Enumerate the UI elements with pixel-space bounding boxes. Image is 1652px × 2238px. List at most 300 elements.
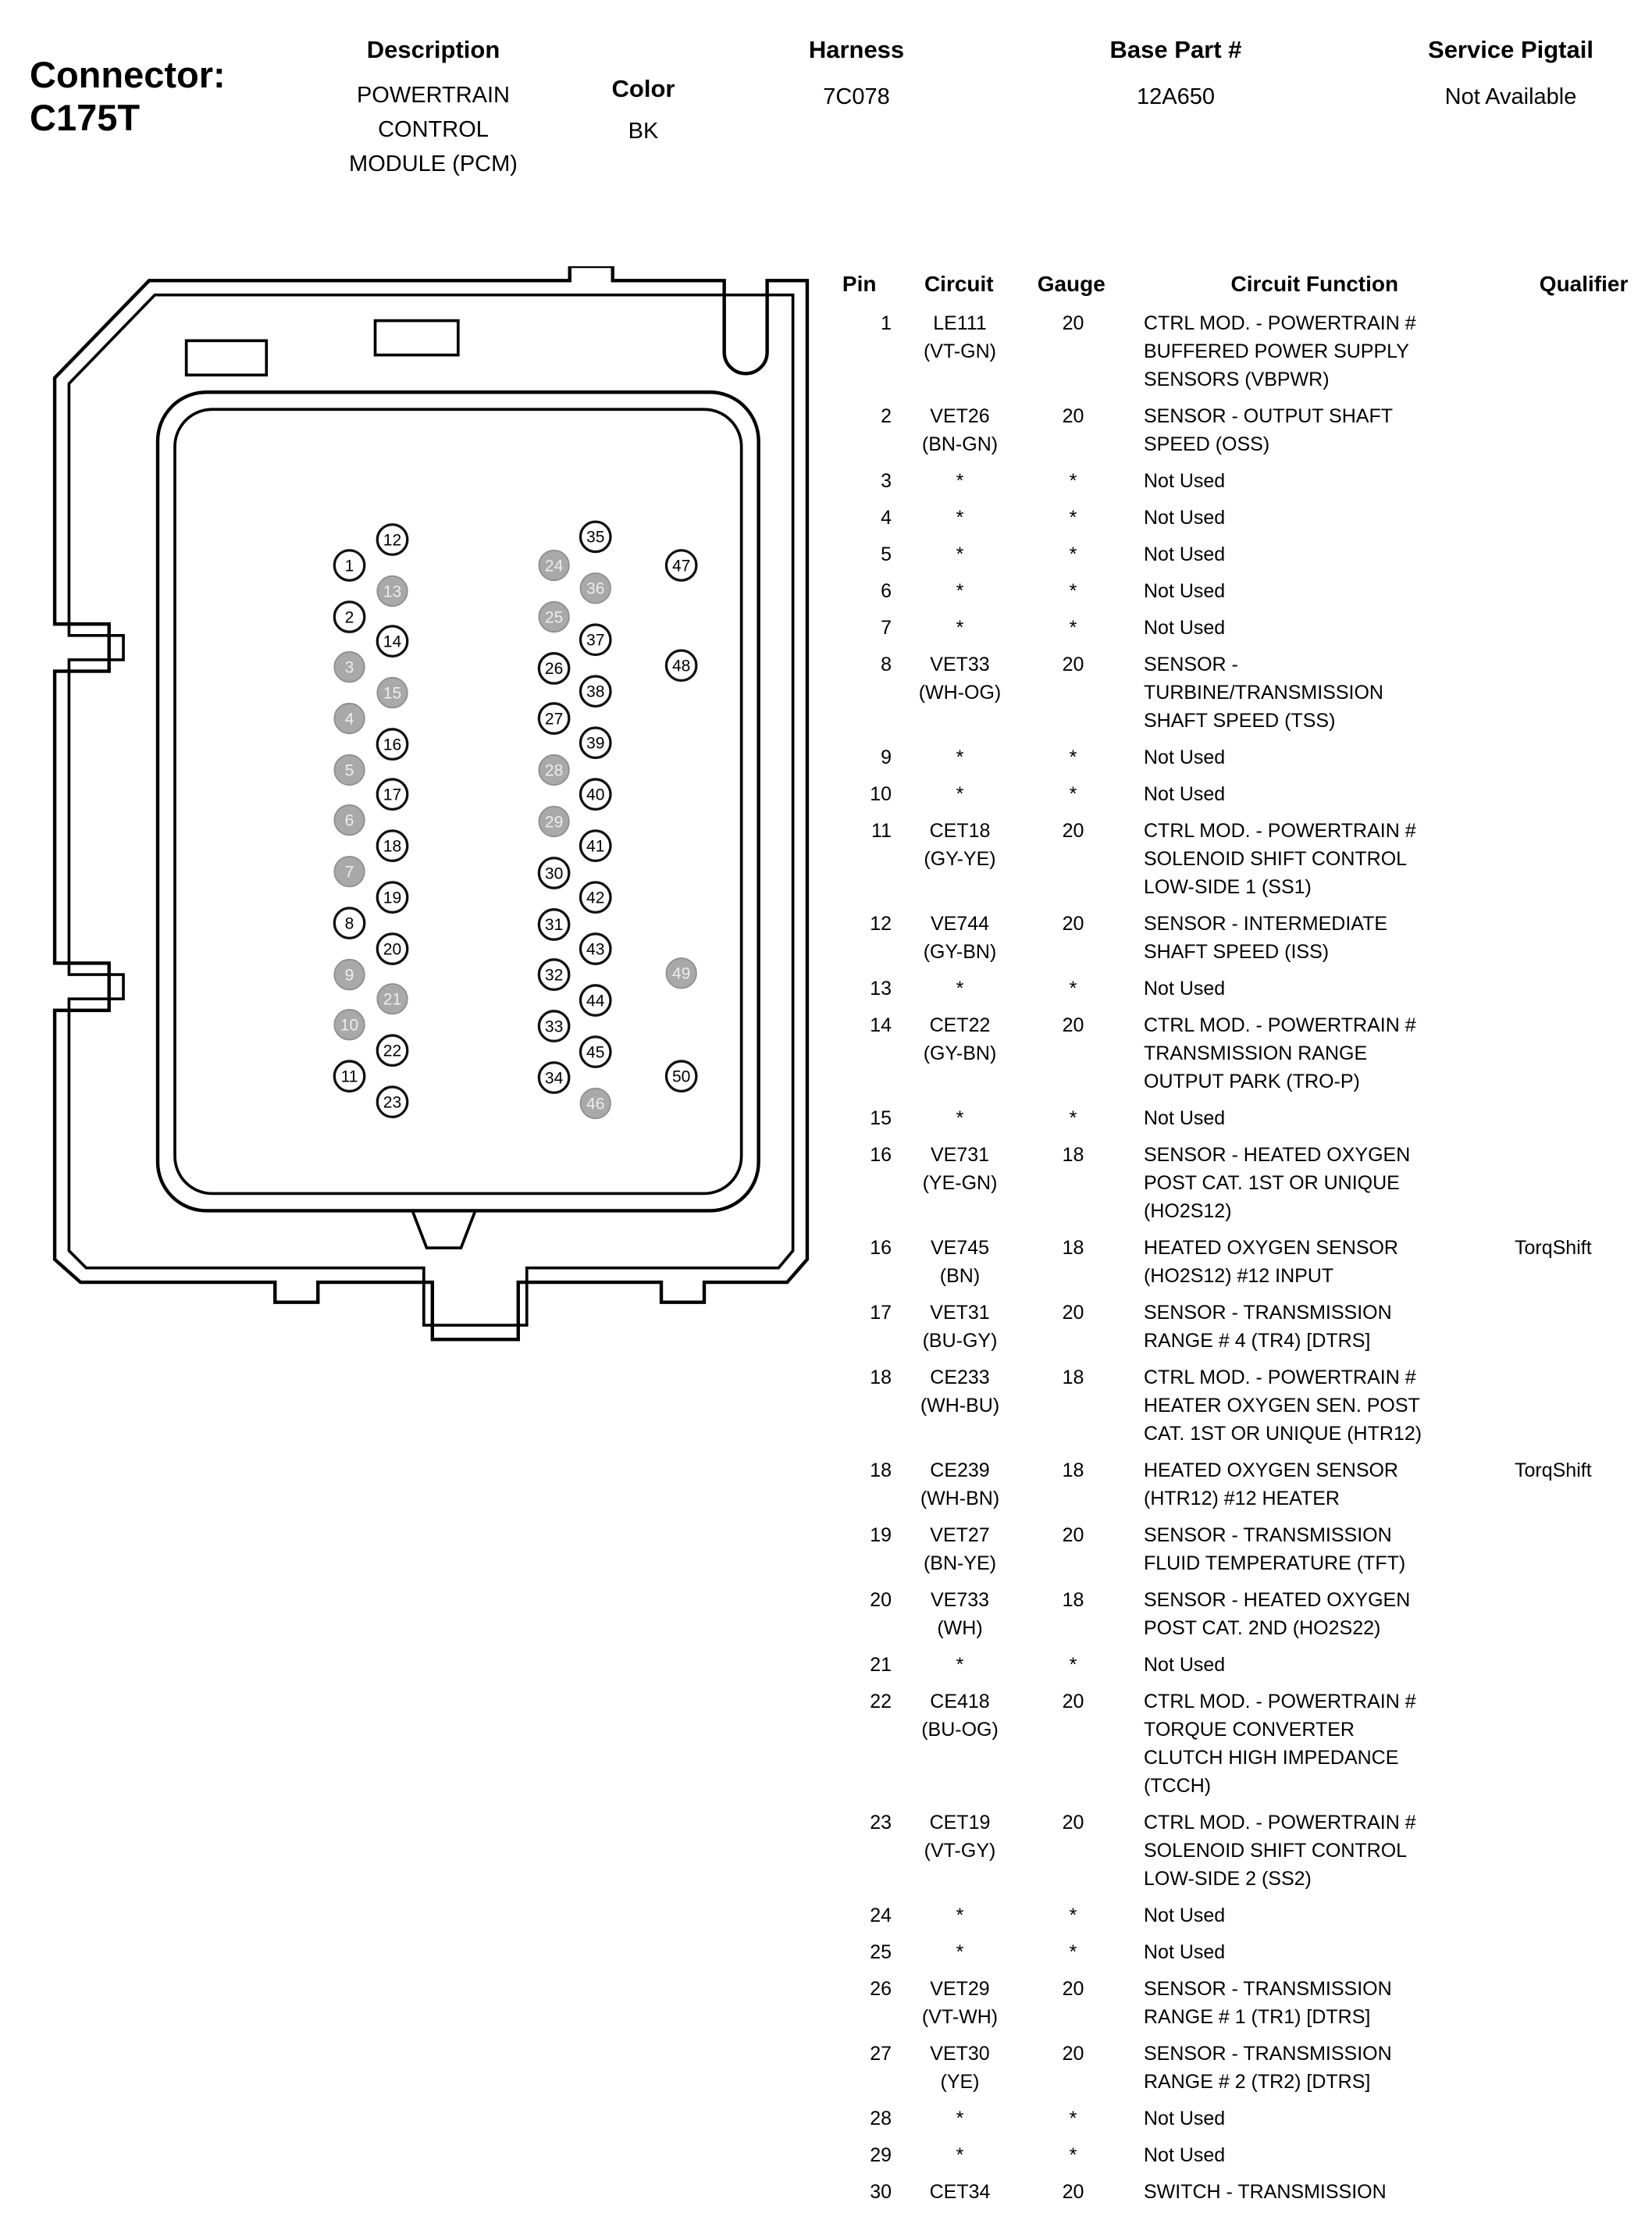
gauge-cell: 18 <box>1062 1144 1084 1166</box>
wire-color: (WH-BU) <box>920 1395 1000 1417</box>
circuit-cell: * <box>956 1654 964 1676</box>
pin-18 <box>377 831 407 861</box>
pin-cell: 21 <box>870 1654 892 1676</box>
pin-number: 22 <box>383 1042 402 1060</box>
color-value: BK <box>628 119 659 144</box>
circuit-cell: * <box>956 580 964 602</box>
pin-number: 35 <box>586 528 605 547</box>
pin-41 <box>580 831 610 861</box>
pin-cell: 19 <box>870 1524 892 1546</box>
circuit-function-cell: SENSOR - HEATED OXYGEN POST CAT. 2ND (HO2S22) <box>1144 1589 1411 1639</box>
gauge-cell: 20 <box>1062 654 1084 675</box>
harness-value: 7C078 <box>823 84 890 109</box>
pin-number: 48 <box>671 657 691 675</box>
pin-number: 43 <box>586 940 605 959</box>
pin-cell: 15 <box>870 1107 892 1129</box>
pin-number: 42 <box>586 889 605 907</box>
circuit-function-cell: Not Used <box>1144 543 1226 565</box>
circuit-function-cell: SENSOR - TURBINE/TRANSMISSION SHAFT SPEED (TSS) <box>1144 654 1383 732</box>
pin-33 <box>539 1011 568 1041</box>
pin-48 <box>666 650 696 680</box>
pin-25 <box>539 602 568 632</box>
gauge-cell: 18 <box>1062 1237 1084 1259</box>
wire-color: (WH-OG) <box>918 682 1002 704</box>
pin-17 <box>377 779 407 809</box>
circuit-cell: CET22 (GY-BN) <box>892 1011 1028 1067</box>
pin-number: 27 <box>544 710 564 729</box>
table-row <box>828 1938 1652 1966</box>
circuit-function-cell: CTRL MOD. - POWERTRAIN # TORQUE CONVERTER CLUTCH HIGH IMPEDANCE (TCCH) <box>1144 1691 1416 1797</box>
pin-number: 29 <box>544 813 564 832</box>
circuit-cell: * <box>956 1905 964 1926</box>
pin-number: 40 <box>586 786 605 804</box>
pin-cell: 14 <box>870 1014 892 1036</box>
circuit-cell: * <box>956 617 964 639</box>
wire-color: (VT-GY) <box>924 1840 996 1862</box>
pin-number: 15 <box>383 684 402 703</box>
pin-number: 49 <box>671 964 691 983</box>
pin-number: 3 <box>344 658 354 677</box>
col-header-gauge: Gauge <box>1037 272 1105 296</box>
pin-cell: 16 <box>870 1144 892 1166</box>
description-value: POWERTRAIN CONTROL MODULE (PCM) <box>349 83 518 176</box>
circuit-cell: * <box>956 470 964 492</box>
circuit-function-cell: Not Used <box>1144 2144 1226 2166</box>
gauge-cell: * <box>1069 2144 1077 2166</box>
circuit-function-cell: Not Used <box>1144 978 1226 1000</box>
pin-4 <box>334 704 364 733</box>
gauge-cell: * <box>1069 1941 1077 1963</box>
pin-9 <box>334 960 364 989</box>
circuit-cell: VET27 (BN-YE) <box>892 1521 1028 1577</box>
circuit-function-cell: HEATED OXYGEN SENSOR (HTR12) #12 HEATER <box>1144 1459 1398 1509</box>
pin-number: 7 <box>344 863 354 882</box>
pin-cell: 10 <box>870 783 892 805</box>
pin-table <box>828 272 1652 2215</box>
table-row <box>828 309 1652 394</box>
circuit-cell: CE233 (WH-BU) <box>892 1363 1028 1420</box>
pin-number: 18 <box>383 837 402 856</box>
base-part-header: Base Part # <box>1109 36 1242 63</box>
circuit-function-cell: Not Used <box>1144 617 1226 639</box>
pin-6 <box>334 805 364 835</box>
pin-cell: 1 <box>881 312 892 334</box>
circuit-cell: VET26 (BN-GN) <box>892 402 1028 458</box>
pin-13 <box>377 576 407 606</box>
connector-diagram <box>43 266 819 1360</box>
pin-12 <box>377 525 407 554</box>
pin-23 <box>377 1087 407 1117</box>
qualifier-cell: TorqShift <box>1515 1237 1592 1259</box>
circuit-function-cell: Not Used <box>1144 1654 1226 1676</box>
pin-cell: 9 <box>881 747 892 768</box>
wire-color: (WH) <box>937 1617 983 1639</box>
pin-cell: 23 <box>870 1812 892 1834</box>
pin-44 <box>580 985 610 1015</box>
pin-number: 12 <box>383 531 402 550</box>
circuit-cell: CET34 <box>929 2181 991 2203</box>
col-header-circuit: Circuit <box>924 272 994 296</box>
circuit-function-cell: SENSOR - INTERMEDIATE SHAFT SPEED (ISS) <box>1144 913 1388 963</box>
gauge-cell: * <box>1069 1107 1077 1129</box>
gauge-cell: * <box>1069 978 1077 1000</box>
wire-color: (BU-GY) <box>922 1330 998 1352</box>
circuit-function-cell: CTRL MOD. - POWERTRAIN # BUFFERED POWER SUPPLY SENSORS (VBPWR) <box>1144 312 1416 390</box>
table-row <box>828 1234 1652 1290</box>
pin-number: 11 <box>340 1067 358 1086</box>
pin-number: 32 <box>544 966 564 985</box>
pin-35 <box>580 522 610 551</box>
table-row <box>828 1104 1652 1132</box>
pin-cell: 20 <box>870 1589 892 1611</box>
pin-cell: 13 <box>870 978 892 1000</box>
table-row <box>828 1521 1652 1577</box>
pin-42 <box>580 882 610 912</box>
gauge-cell: 18 <box>1062 1589 1084 1611</box>
table-row <box>828 1687 1652 1800</box>
circuit-function-cell: SENSOR - HEATED OXYGEN POST CAT. 1ST OR UNIQUE (HO2S12) <box>1144 1144 1411 1222</box>
table-row <box>828 1809 1652 1893</box>
key-slot-left <box>187 340 267 375</box>
circuit-cell: * <box>956 1107 964 1129</box>
pin-49 <box>666 958 696 988</box>
harness-header: Harness <box>808 36 905 63</box>
gauge-cell: 20 <box>1062 2181 1084 2203</box>
gauge-cell: * <box>1069 470 1077 492</box>
pin-number: 9 <box>344 966 354 985</box>
circuit-function-cell: CTRL MOD. - POWERTRAIN # TRANSMISSION RANGE OUTPUT PARK (TRO-P) <box>1144 1014 1416 1092</box>
pin-number: 41 <box>586 837 605 856</box>
wire-color: (WH-BN) <box>920 1488 1000 1509</box>
pin-45 <box>580 1037 610 1067</box>
circuit-function-cell: Not Used <box>1144 1905 1226 1926</box>
pin-32 <box>539 960 568 989</box>
table-row <box>828 817 1652 901</box>
circuit-function-cell: Not Used <box>1144 507 1226 529</box>
gauge-cell: * <box>1069 1905 1077 1926</box>
table-row <box>828 780 1652 808</box>
connector-body-inner <box>175 409 742 1193</box>
table-row <box>828 1363 1652 1448</box>
pin-27 <box>539 704 568 733</box>
pin-number: 31 <box>544 916 564 935</box>
circuit-cell: VE744 (GY-BN) <box>892 910 1028 966</box>
pin-cell: 25 <box>870 1941 892 1963</box>
pin-50 <box>666 1061 696 1091</box>
circuit-function-cell: SENSOR - TRANSMISSION RANGE # 2 (TR2) [DTRS] <box>1144 2043 1392 2093</box>
circuit-function-cell: Not Used <box>1144 747 1226 768</box>
table-row <box>828 2040 1652 2096</box>
connector-id: C175T <box>30 97 141 139</box>
bottom-key-tab <box>412 1210 475 1248</box>
gauge-cell: 18 <box>1062 1367 1084 1388</box>
pin-cell: 17 <box>870 1302 892 1324</box>
pin-cell: 11 <box>871 820 892 842</box>
connector-title <box>30 53 226 140</box>
pin-number: 8 <box>344 914 354 933</box>
pin-number: 47 <box>671 557 691 576</box>
table-row <box>828 467 1652 495</box>
pin-19 <box>377 882 407 912</box>
gauge-cell: 20 <box>1062 312 1084 334</box>
pin-37 <box>580 625 610 654</box>
circuit-cell: LE111 (VT-GN) <box>892 309 1028 365</box>
pin-number: 46 <box>586 1095 605 1114</box>
pin-3 <box>334 652 364 682</box>
pin-table-body <box>828 309 1652 2206</box>
col-header-pin: Pin <box>842 272 877 296</box>
pin-number: 17 <box>383 786 402 804</box>
pin-cell: 5 <box>881 543 892 565</box>
circuit-function-cell: CTRL MOD. - POWERTRAIN # HEATER OXYGEN SEN. POST CAT. 1ST OR UNIQUE (HTR12) <box>1144 1367 1422 1445</box>
circuit-cell: * <box>956 507 964 529</box>
wire-color: (BN) <box>939 1265 981 1287</box>
gauge-cell: 20 <box>1062 1302 1084 1324</box>
circuit-cell: CE239 (WH-BN) <box>892 1456 1028 1513</box>
pin-36 <box>580 573 610 603</box>
circuit-function-cell: Not Used <box>1144 1107 1226 1129</box>
circuit-function-cell: SENSOR - TRANSMISSION RANGE # 1 (TR1) [DTRS] <box>1144 1978 1392 2028</box>
pin-21 <box>377 984 407 1014</box>
pin-number: 33 <box>544 1017 564 1036</box>
circuit-function-cell: SENSOR - OUTPUT SHAFT SPEED (OSS) <box>1144 405 1393 455</box>
pin-cell: 18 <box>870 1459 892 1481</box>
gauge-cell: * <box>1069 783 1077 805</box>
gauge-cell: * <box>1069 1654 1077 1676</box>
pin-number: 25 <box>544 608 564 627</box>
circuit-cell: * <box>956 543 964 565</box>
service-pigtail-header: Service Pigtail <box>1428 36 1593 63</box>
pin-number: 1 <box>344 557 354 576</box>
table-row <box>828 910 1652 966</box>
table-row <box>828 402 1652 458</box>
pin-7 <box>334 857 364 886</box>
circuit-cell: CET18 (GY-YE) <box>892 817 1028 873</box>
qualifier-cell: TorqShift <box>1515 1459 1592 1481</box>
pin-cell: 27 <box>870 2043 892 2065</box>
gauge-cell: * <box>1069 543 1077 565</box>
circuit-cell: VE731 (YE-GN) <box>892 1141 1028 1197</box>
pin-47 <box>666 551 696 580</box>
circuit-cell: CET19 (VT-GY) <box>892 1809 1028 1865</box>
pin-number: 38 <box>586 682 605 701</box>
pin-16 <box>377 729 407 759</box>
gauge-cell: * <box>1069 747 1077 768</box>
wire-color: (VT-GN) <box>923 340 997 362</box>
circuit-function-cell: Not Used <box>1144 783 1226 805</box>
pin-cell: 30 <box>870 2181 892 2203</box>
pin-14 <box>377 626 407 656</box>
pin-cell: 2 <box>881 405 892 427</box>
pin-40 <box>580 779 610 809</box>
circuit-cell: * <box>956 1941 964 1963</box>
pin-number: 44 <box>586 992 605 1010</box>
pin-number: 50 <box>671 1067 691 1086</box>
pin-43 <box>580 934 610 964</box>
table-row <box>828 1901 1652 1930</box>
col-header-qualifier: Qualifier <box>1539 272 1629 296</box>
gauge-cell: 20 <box>1062 1691 1084 1712</box>
pin-34 <box>539 1063 568 1092</box>
pin-number: 24 <box>544 557 564 576</box>
pin-2 <box>334 602 364 632</box>
circuit-cell: VET31 (BU-GY) <box>892 1299 1028 1355</box>
pin-cell: 12 <box>870 913 892 935</box>
pin-22 <box>377 1035 407 1065</box>
pin-number: 6 <box>344 811 354 830</box>
table-row <box>828 504 1652 532</box>
pin-cell: 16 <box>870 1237 892 1259</box>
pin-39 <box>580 728 610 757</box>
pin-number: 30 <box>544 864 564 883</box>
gauge-cell: 20 <box>1062 820 1084 842</box>
pin-cell: 18 <box>870 1367 892 1388</box>
gauge-cell: 18 <box>1062 1459 1084 1481</box>
pin-10 <box>334 1010 364 1039</box>
base-part-value: 12A650 <box>1137 84 1215 109</box>
table-row <box>828 1586 1652 1642</box>
service-pigtail-value: Not Available <box>1444 84 1577 109</box>
circuit-function-cell: Not Used <box>1144 580 1226 602</box>
gauge-cell: 20 <box>1062 1978 1084 2000</box>
pin-table-header-row <box>828 272 1652 297</box>
col-header-circuit-function: Circuit Function <box>1230 272 1399 296</box>
table-row <box>828 2141 1652 2169</box>
circuit-cell: VET29 (VT-WH) <box>892 1975 1028 2031</box>
circuit-cell: CE418 (BU-OG) <box>892 1687 1028 1744</box>
pin-24 <box>539 551 568 580</box>
pin-cell: 29 <box>870 2144 892 2166</box>
wire-color: (BU-OG) <box>921 1719 999 1741</box>
circuit-function-cell: SENSOR - TRANSMISSION RANGE # 4 (TR4) [DTRS] <box>1144 1302 1392 1352</box>
pin-31 <box>539 910 568 939</box>
circuit-function-cell: SENSOR - TRANSMISSION FLUID TEMPERATURE (TFT) <box>1144 1524 1406 1574</box>
gauge-cell: * <box>1069 507 1077 529</box>
pin-number: 19 <box>383 889 402 907</box>
circuit-cell: * <box>956 978 964 1000</box>
gauge-cell: 20 <box>1062 1014 1084 1036</box>
pin-number: 28 <box>544 761 564 780</box>
table-row <box>828 614 1652 642</box>
wire-color: (YE-GN) <box>922 1172 998 1194</box>
table-row <box>828 1299 1652 1355</box>
pin-cell: 28 <box>870 2108 892 2129</box>
wire-color: (YE) <box>940 2071 980 2093</box>
gauge-cell: 20 <box>1062 913 1084 935</box>
pin-5 <box>334 755 364 785</box>
table-row <box>828 577 1652 605</box>
pin-cell: 26 <box>870 1978 892 2000</box>
pin-1 <box>334 551 364 580</box>
gauge-cell: 20 <box>1062 1812 1084 1834</box>
color-header: Color <box>611 75 675 102</box>
pin-38 <box>580 676 610 706</box>
connector-shell-outer <box>55 266 807 1339</box>
pin-cell: 8 <box>881 654 892 675</box>
pin-number: 14 <box>383 633 402 651</box>
gauge-cell: * <box>1069 2108 1077 2129</box>
pin-11 <box>334 1061 364 1091</box>
table-row <box>828 540 1652 568</box>
circuit-function-cell: CTRL MOD. - POWERTRAIN # SOLENOID SHIFT CONTROL LOW-SIDE 2 (SS2) <box>1144 1812 1416 1890</box>
pin-cell: 6 <box>881 580 892 602</box>
pin-15 <box>377 678 407 707</box>
pin-cell: 4 <box>881 507 892 529</box>
table-row <box>828 1651 1652 1679</box>
circuit-function-cell: SWITCH - TRANSMISSION <box>1144 2181 1387 2203</box>
pin-cell: 24 <box>870 1905 892 1926</box>
pin-number: 26 <box>544 660 564 679</box>
wire-color: (GY-BN) <box>923 1042 997 1064</box>
pin-number: 2 <box>344 608 354 627</box>
gauge-cell: 20 <box>1062 1524 1084 1546</box>
table-row <box>828 2178 1652 2206</box>
circuit-function-cell: Not Used <box>1144 2108 1226 2129</box>
table-row <box>828 1456 1652 1513</box>
pin-20 <box>377 934 407 964</box>
circuit-cell: VE745 (BN) <box>892 1234 1028 1290</box>
circuit-cell: VET30 (YE) <box>892 2040 1028 2096</box>
pin-26 <box>539 654 568 683</box>
table-row <box>828 2104 1652 2133</box>
pin-29 <box>539 807 568 836</box>
pins-layer <box>334 522 696 1118</box>
circuit-cell: VET33 (WH-OG) <box>892 650 1028 707</box>
gauge-cell: * <box>1069 617 1077 639</box>
pin-number: 37 <box>586 631 605 650</box>
circuit-cell: * <box>956 2144 964 2166</box>
connector-body-outer <box>158 392 759 1210</box>
pin-number: 4 <box>344 710 354 729</box>
pin-cell: 22 <box>870 1691 892 1712</box>
table-row <box>828 975 1652 1003</box>
pin-number: 13 <box>383 583 402 601</box>
pin-28 <box>539 755 568 785</box>
pin-number: 23 <box>383 1093 402 1112</box>
wire-color: (GY-YE) <box>924 848 996 870</box>
pin-number: 21 <box>383 990 402 1009</box>
connector-label: Connector: <box>30 54 226 95</box>
wire-color: (VT-WH) <box>921 2006 999 2028</box>
table-row <box>828 1141 1652 1225</box>
pin-number: 36 <box>586 579 605 598</box>
pin-number: 45 <box>586 1043 605 1062</box>
wire-color: (BN-GN) <box>921 433 999 455</box>
gauge-cell: 20 <box>1062 2043 1084 2065</box>
pin-number: 10 <box>340 1016 359 1035</box>
gauge-cell: 20 <box>1062 405 1084 427</box>
pin-30 <box>539 858 568 888</box>
table-row <box>828 650 1652 735</box>
wire-color: (GY-BN) <box>923 941 997 963</box>
pin-number: 20 <box>383 940 402 959</box>
table-row <box>828 1975 1652 2031</box>
table-row <box>828 1011 1652 1096</box>
gauge-cell: * <box>1069 580 1077 602</box>
circuit-function-cell: HEATED OXYGEN SENSOR (HO2S12) #12 INPUT <box>1144 1237 1398 1287</box>
pin-8 <box>334 908 364 938</box>
pin-number: 34 <box>544 1069 564 1088</box>
pin-number: 16 <box>383 736 402 754</box>
wire-color: (BN-YE) <box>923 1552 997 1574</box>
circuit-function-cell: Not Used <box>1144 470 1226 492</box>
pin-number: 5 <box>344 761 354 780</box>
circuit-cell: * <box>956 747 964 768</box>
circuit-cell: * <box>956 2108 964 2129</box>
pin-cell: 3 <box>881 470 892 492</box>
circuit-cell: * <box>956 783 964 805</box>
description-header: Description <box>366 36 500 63</box>
